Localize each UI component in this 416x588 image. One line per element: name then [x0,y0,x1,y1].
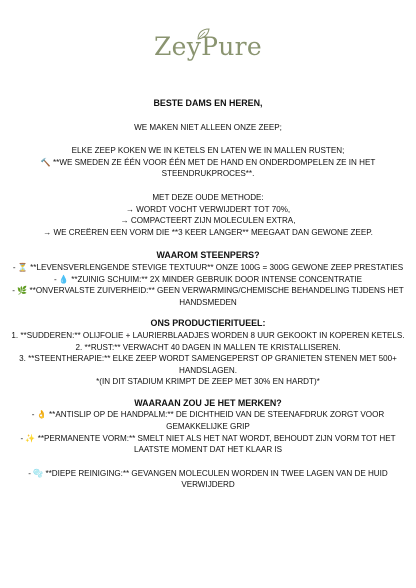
production-item: 2. **RUST:** VERWACHT 40 DAGEN IN MALLEN TE KRISTALLISEREN. [75,342,341,352]
intro-line: WE MAKEN NIET ALLEEN ONZE ZEEP; [134,122,282,132]
method-line: → COMPACTEERT ZIJN MOLECULEN EXTRA, [120,216,296,226]
method-line: MET DEZE OUDE METHODE: [152,192,264,202]
greeting: BESTE DAMS EN HEREN, [153,98,263,108]
letter-body [6,98,410,491]
section-heading-why: WAAROM STEENPERS? [156,250,260,261]
intro-line: ELKE ZEEP KOKEN WE IN KETELS EN LATEN WE IN MALLEN RUSTEN; [71,146,345,156]
section-heading-recognize: WAARAAN ZOU JE HET MERKEN? [134,397,282,408]
recognize-item: - 🫧 **DIEPE REINIGING:** GEVANGEN MOLECULEN WORDEN IN TWEE LAGEN VAN DE HUID VERWIJDERD [28,468,388,490]
recognize-item: - 👌 **ANTISLIP OP DE HANDPALM:** DE DICHTHEID VAN DE STEENAFDRUK ZORGT VOOR GEMAKKELIJKE GRIP [31,410,385,432]
method-line: → WORDT VOCHT VERWIJDERT TOT 70%, [125,204,291,214]
production-item: 3. **STEENTHERAPIE:** ELKE ZEEP WORDT SAMENGEPERST OP GRANIETEN STENEN MET 500+ HANDSLAGEN. [19,354,397,375]
section-heading-production: ONS PRODUCTIERITUEEL: [150,318,266,329]
why-item: - ⏳ **LEVENSVERLENGENDE STEVIGE TEXTUUR** ONZE 100G = 300G GEWONE ZEEP PRESTATIES [12,262,404,272]
production-item: 1. **SUDDEREN:** OLIJFOLIE + LAURIERBLAADJES WORDEN 8 UUR GEKOOKT IN KOPEREN KETELS. [11,330,405,340]
why-item: - 🌿 **ONVERVALSTE ZUIVERHEID:** GEEN VERWARMING/CHEMISCHE BEHANDELING TIJDENS HET HANDSMEDEN [12,286,404,307]
production-note: *(IN DIT STADIUM KRIMPT DE ZEEP MET 30% EN HARDT)* [96,377,320,387]
intro-line: 🔨 **WE SMEDEN ZE ÉÉN VOOR ÉÉN MET DE HAND EN ONDERDOMPELEN ZE IN HET STEENDRUKPROCES**. [40,157,376,179]
brand-logo: ZeyPure [153,32,263,61]
recognize-item: - ✨ **PERMANENTE VORM:** SMELT NIET ALS HET NAT WORDT, BEHOUDT ZIJN VORM TOT HET LAATSTE MOMENT DAT HET KLAAR IS [20,433,396,455]
method-line: → WE CREËREN EEN VORM DIE **3 KEER LANGER** MEEGAAT DAN GEWONE ZEEP. [43,227,373,237]
why-item: - 💧 **ZUINIG SCHUIM:** 2X MINDER GEBRUIK DOOR INTENSE CONCENTRATIE [53,274,363,284]
